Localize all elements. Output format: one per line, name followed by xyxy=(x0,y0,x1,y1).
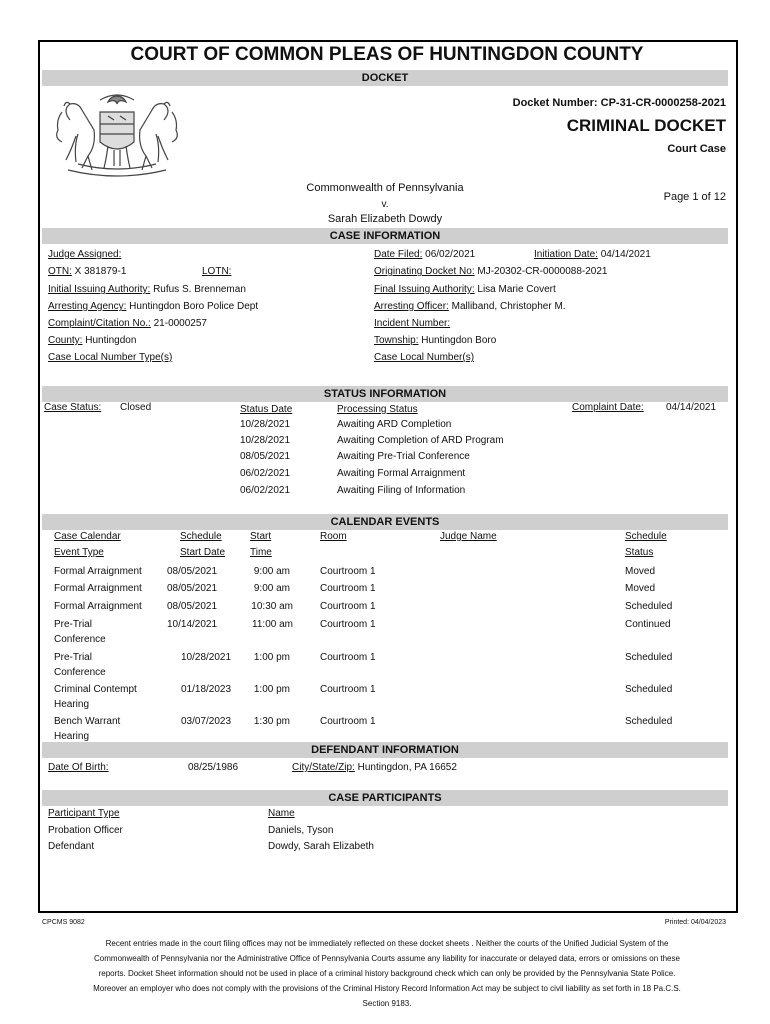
calendar-row-status: Continued xyxy=(625,619,671,630)
calendar-row-date: 10/14/2021 xyxy=(167,619,218,630)
originating-docket-field xyxy=(374,266,607,277)
status-information-bar: STATUS INFORMATION xyxy=(42,386,728,402)
initial-authority-value: Rufus S. Brenneman xyxy=(153,284,246,295)
arresting-officer-field xyxy=(374,301,566,312)
case-information-bar: CASE INFORMATION xyxy=(42,228,728,244)
participant-type: Probation Officer xyxy=(48,825,123,836)
arresting-agency-field xyxy=(48,301,258,312)
calendar-row-status: Moved xyxy=(625,583,656,594)
calendar-row-date: 08/05/2021 xyxy=(167,566,218,577)
county-label: County: xyxy=(48,335,83,346)
calendar-row-event-line2: Conference xyxy=(54,634,106,645)
date-filed-field xyxy=(374,249,475,260)
date-filed-value: 06/02/2021 xyxy=(425,249,476,260)
calendar-row-event: Pre-Trial xyxy=(54,619,92,630)
status-row-status: Awaiting Filing of Information xyxy=(337,485,466,496)
calendar-row-status: Scheduled xyxy=(625,716,673,727)
case-local-number-label: Case Local Number(s) xyxy=(374,352,475,363)
calendar-events-bar: CALENDAR EVENTS xyxy=(42,514,728,530)
court-title: COURT OF COMMON PLEAS OF HUNTINGDON COUNTY xyxy=(130,44,644,65)
final-authority-value: Lisa Marie Covert xyxy=(477,284,556,295)
participant-type: Defendant xyxy=(48,841,95,852)
disclaimer-text: Recent entries made in the court filing offices may not be immediately reflected on these docket sheets . Neither the courts of the Unified Judicial System of the Commonwealth of Pennsylvania nor the Administrative Office of Pennsylvania Courts assume any liability for inaccurate or delayed data, errors or omissions on these reports. Docket Sheet information should not be used in place of a criminal history background check which can only be provided by the Pennsylvania State Police. Moreover an employer who does not comply with the provisions of the Criminal History Record Information Act may be subject to civil liability as set forth in 18 Pa.C.S. Section 9183. xyxy=(93,939,681,1008)
pennsylvania-seal-image xyxy=(48,90,186,178)
calendar-row-event-line2: Hearing xyxy=(54,731,90,742)
calendar-room-header: Room xyxy=(320,531,347,542)
calendar-event-header-2: Event Type xyxy=(54,547,104,558)
complaint-number-label: Complaint/Citation No.: xyxy=(48,318,151,329)
calendar-judge-header: Judge Name xyxy=(440,531,497,542)
otn-value: X 381879-1 xyxy=(74,266,127,277)
status-row-date: 06/02/2021 xyxy=(240,468,291,479)
calendar-row-time: 1:00 pm xyxy=(253,652,290,663)
calendar-row-room: Courtroom 1 xyxy=(320,716,376,727)
calendar-row-date: 08/05/2021 xyxy=(167,601,218,612)
case-status-value: Closed xyxy=(120,402,152,413)
calendar-row-date: 01/18/2023 xyxy=(181,684,232,695)
complaint-number-field xyxy=(48,318,207,329)
otn-label: OTN: xyxy=(48,266,72,277)
calendar-row-time: 1:00 pm xyxy=(253,684,290,695)
participant-name: Dowdy, Sarah Elizabeth xyxy=(268,841,374,852)
case-participants-bar: CASE PARTICIPANTS xyxy=(42,790,728,806)
city-state-zip-field xyxy=(292,762,457,773)
calendar-row-room: Courtroom 1 xyxy=(320,583,376,594)
incident-number-label: Incident Number: xyxy=(374,318,451,329)
initiation-date-value: 04/14/2021 xyxy=(600,249,651,260)
initiation-date-field xyxy=(534,249,651,260)
docket-type: CRIMINAL DOCKET xyxy=(566,116,726,135)
calendar-row-time: 9:00 am xyxy=(253,566,290,577)
final-authority-label: Final Issuing Authority: xyxy=(374,284,475,295)
participant-type-header: Participant Type xyxy=(48,808,120,819)
otn-field xyxy=(48,266,126,277)
caption-defendant: Sarah Elizabeth Dowdy xyxy=(327,213,443,225)
date-filed-label: Date Filed: xyxy=(374,249,423,260)
township-label: Township: xyxy=(374,335,419,346)
calendar-row-event: Formal Arraignment xyxy=(54,566,142,577)
docket-bar: DOCKET xyxy=(42,70,728,86)
calendar-row-time: 11:00 am xyxy=(252,619,293,630)
initial-authority-label: Initial Issuing Authority: xyxy=(48,284,151,295)
form-id: CPCMS 9082 xyxy=(42,919,85,926)
arresting-agency-label: Arresting Agency: xyxy=(48,301,127,312)
complaint-date-value: 04/14/2021 xyxy=(666,402,717,413)
printed-date: Printed: 04/04/2023 xyxy=(664,919,726,926)
participant-name-header: Name xyxy=(268,808,295,819)
calendar-row-event-line2: Hearing xyxy=(54,699,90,710)
calendar-status-header-2: Status xyxy=(625,547,654,558)
participant-name: Daniels, Tyson xyxy=(268,825,334,836)
calendar-row-status: Scheduled xyxy=(625,684,673,695)
calendar-row-time: 9:00 am xyxy=(253,583,290,594)
originating-docket-label: Originating Docket No: xyxy=(374,266,475,277)
status-row-date: 08/05/2021 xyxy=(240,451,291,462)
calendar-schedule-header: Schedule xyxy=(180,531,222,542)
judge-assigned-label: Judge Assigned: xyxy=(48,249,122,260)
case-status-label: Case Status: xyxy=(44,402,102,413)
calendar-event-header: Case Calendar xyxy=(54,531,121,542)
status-row-date: 06/02/2021 xyxy=(240,485,291,496)
calendar-row-date: 08/05/2021 xyxy=(167,583,218,594)
initiation-date-label: Initiation Date: xyxy=(534,249,598,260)
calendar-row-event: Bench Warrant xyxy=(54,716,121,727)
calendar-row-room: Courtroom 1 xyxy=(320,652,376,663)
calendar-row-status: Scheduled xyxy=(625,601,673,612)
status-row-status: Awaiting ARD Completion xyxy=(337,419,452,430)
county-field xyxy=(48,335,136,346)
case-local-number-type-label: Case Local Number Type(s) xyxy=(48,352,173,363)
arresting-officer-label: Arresting Officer: xyxy=(374,301,449,312)
calendar-row-date: 10/28/2021 xyxy=(181,652,232,663)
calendar-row-event: Formal Arraignment xyxy=(54,583,142,594)
status-row-status: Awaiting Completion of ARD Program xyxy=(337,435,504,446)
calendar-row-date: 03/07/2023 xyxy=(181,716,232,727)
calendar-row-room: Courtroom 1 xyxy=(320,619,376,630)
calendar-row-event: Formal Arraignment xyxy=(54,601,142,612)
calendar-row-room: Courtroom 1 xyxy=(320,684,376,695)
calendar-status-header: Schedule xyxy=(625,531,667,542)
township-field xyxy=(374,335,496,346)
township-value: Huntingdon Boro xyxy=(421,335,497,346)
status-row-status: Awaiting Pre-Trial Conference xyxy=(337,451,470,462)
calendar-row-status: Moved xyxy=(625,566,656,577)
calendar-row-event-line2: Conference xyxy=(54,667,106,678)
calendar-row-time: 10:30 am xyxy=(251,601,293,612)
city-state-zip-value: Huntingdon, PA 16652 xyxy=(357,762,457,773)
calendar-start-header-2: Time xyxy=(250,547,272,558)
initial-authority-field xyxy=(48,284,246,295)
arresting-agency-value: Huntingdon Boro Police Dept xyxy=(129,301,259,312)
calendar-start-header: Start xyxy=(250,531,272,542)
status-row-date: 10/28/2021 xyxy=(240,419,291,430)
calendar-row-room: Courtroom 1 xyxy=(320,601,376,612)
calendar-row-event: Pre-Trial xyxy=(54,652,92,663)
city-state-zip-label: City/State/Zip: xyxy=(292,762,355,773)
calendar-row-status: Scheduled xyxy=(625,652,673,663)
status-row-status: Awaiting Formal Arraignment xyxy=(337,468,466,479)
caption-versus: v. xyxy=(381,199,389,210)
lotn-label: LOTN: xyxy=(202,266,232,277)
date-of-birth-value: 08/25/1986 xyxy=(188,762,239,773)
caption-plaintiff: Commonwealth of Pennsylvania xyxy=(306,182,464,194)
complaint-number-value: 21-0000257 xyxy=(153,318,207,329)
status-date-header: Status Date xyxy=(240,404,293,415)
status-row-date: 10/28/2021 xyxy=(240,435,291,446)
county-value: Huntingdon xyxy=(85,335,137,346)
originating-docket-value: MJ-20302-CR-0000088-2021 xyxy=(477,266,608,277)
calendar-row-time: 1:30 pm xyxy=(253,716,290,727)
defendant-information-bar: DEFENDANT INFORMATION xyxy=(42,742,728,758)
calendar-row-room: Courtroom 1 xyxy=(320,566,376,577)
final-authority-field xyxy=(374,284,556,295)
complaint-date-label: Complaint Date: xyxy=(572,402,644,413)
page-number: Page 1 of 12 xyxy=(663,191,726,203)
processing-status-header: Processing Status xyxy=(337,404,418,415)
date-of-birth-label: Date Of Birth: xyxy=(48,762,109,773)
docket-number: Docket Number: CP-31-CR-0000258-2021 xyxy=(512,97,726,109)
arresting-officer-value: Malliband, Christopher M. xyxy=(451,301,566,312)
calendar-row-event: Criminal Contempt xyxy=(54,684,137,695)
calendar-schedule-header-2: Start Date xyxy=(180,547,226,558)
court-case-label: Court Case xyxy=(667,143,726,155)
